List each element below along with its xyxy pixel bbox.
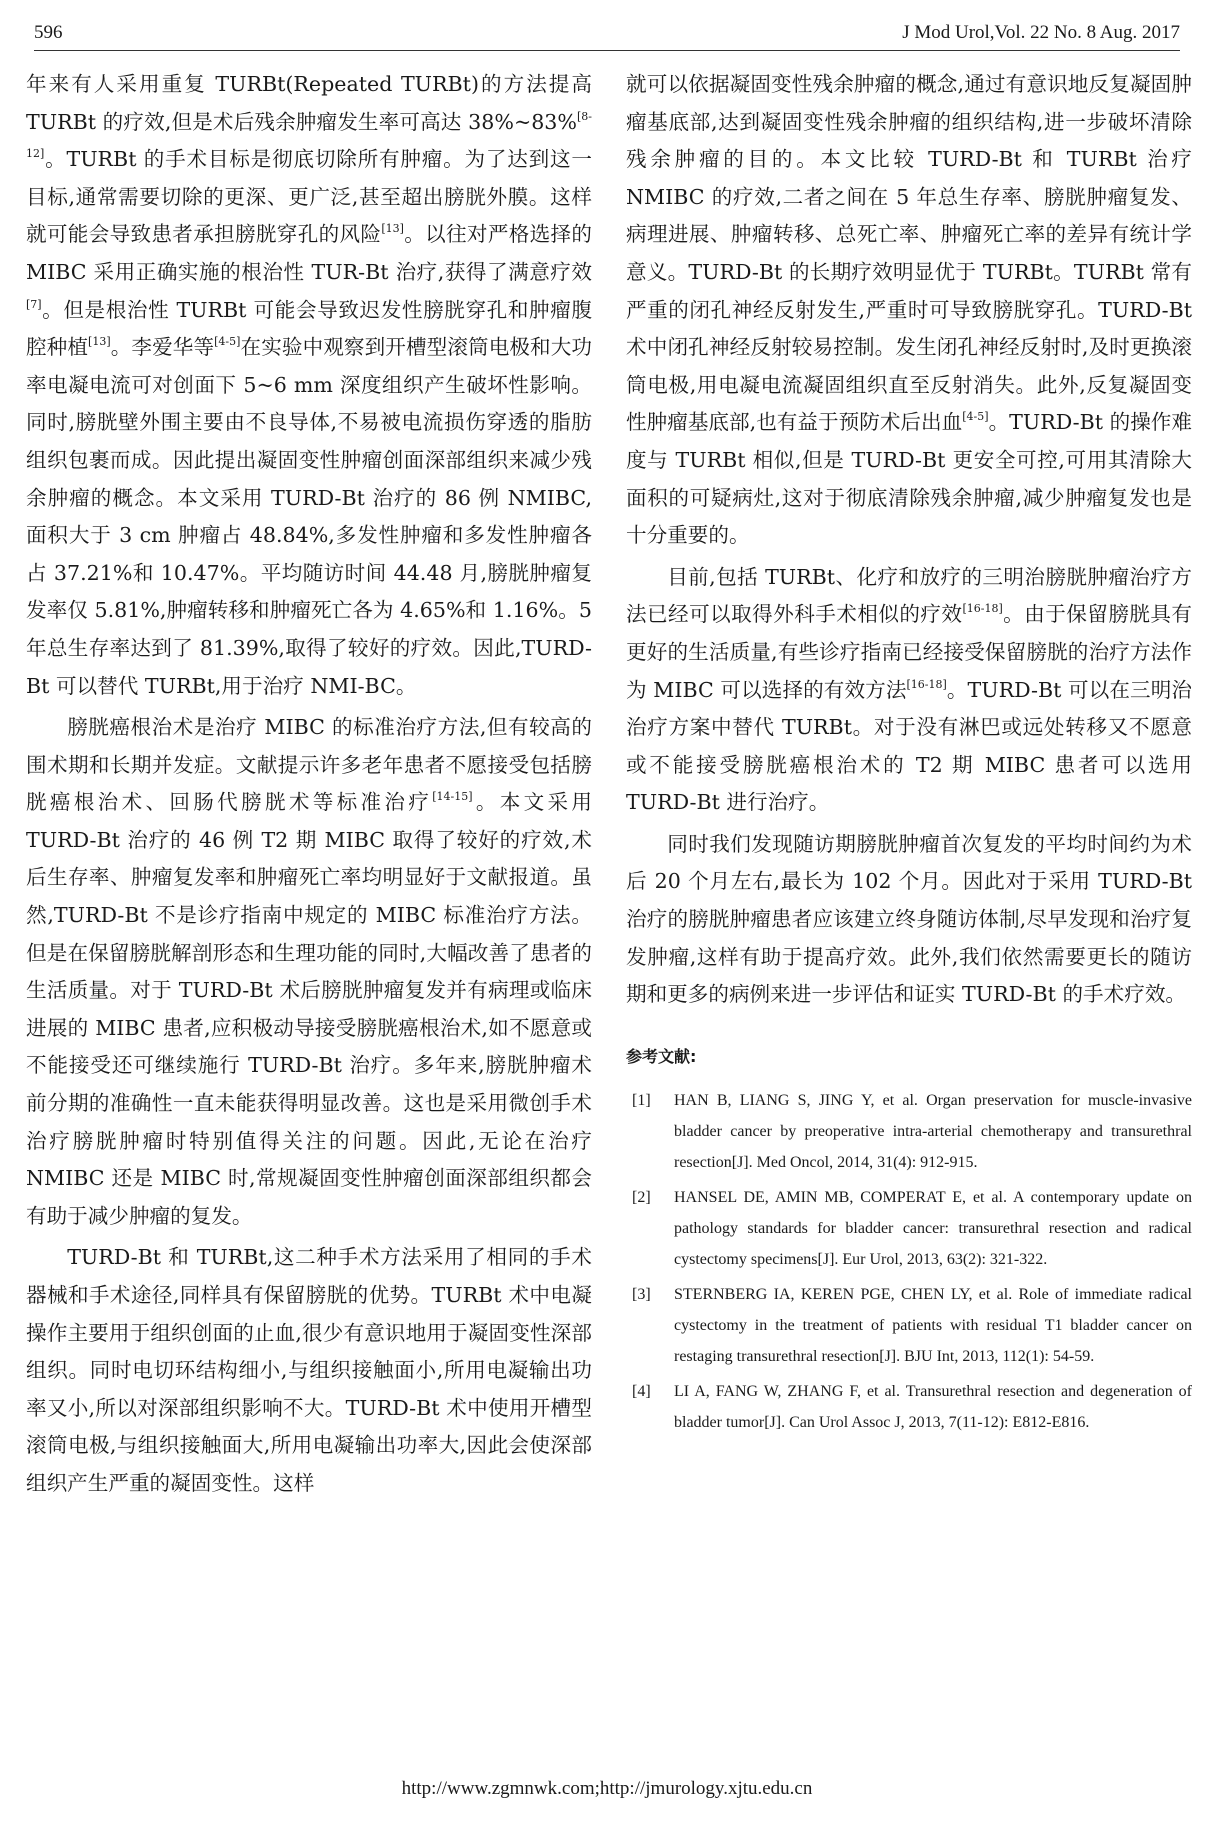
text-run: 同时我们发现随访期膀胱肿瘤首次复发的平均时间约为术后 20 个月左右,最长为 102 个月。因此对于采用 TURD-Bt 治疗的膀胱肿瘤患者应该建立终身随访体制,尽早发现和治疗复发肿瘤,这样有助于提高疗效。此外,我们依然需要更长的随访期和更多的病例来进一步评估和证实 TURD-Bt 的手术疗效。 xyxy=(626,831,1192,1007)
right-paragraph-3 xyxy=(626,826,1192,1014)
citation-ref: [14-15] xyxy=(432,790,473,804)
text-run: 。但是根治性 TURBt 可能会导致迟发性膀胱穿孔和肿瘤腹腔种植 xyxy=(26,297,592,360)
left-paragraph-2 xyxy=(26,709,592,1235)
page-number: 596 xyxy=(34,22,63,43)
right-column xyxy=(626,66,1192,1442)
text-run: 就可以依据凝固变性残余肿瘤的概念,通过有意识地反复凝固肿瘤基底部,达到凝固变性残余肿瘤的组织结构,进一步破坏清除残余肿瘤的目的。本文比较 TURD-Bt 和 TURBt 治疗 NMIBC 的疗效,二者之间在 5 年总生存率、膀胱肿瘤复发、病理进展、肿瘤转移、总死亡率、肿瘤死亡率的差异有统计学意义。TURD-Bt 的长期疗效明显优于 TURBt。TURBt 常有严重的闭孔神经反射发生,严重时可导致膀胱穿孔。TURD-Bt 术中闭孔神经反射较易控制。发生闭孔神经反射时,及时更换滚筒电极,用电凝电流凝固组织直至反射消失。此外,反复凝固变性肿瘤基底部,也有益于预防术后出血 xyxy=(626,72,1192,435)
text-run: 。由于保留膀胱具有更好的生活质量,有些诊疗指南已经接受保留膀胱的治疗方法作为 MIBC 可以选择的有效方法 xyxy=(626,602,1193,702)
text-run: 。TURBt 的手术目标是彻底切除所有肿瘤。为了达到这一目标,通常需要切除的更深、更广泛,甚至超出膀胱外膜。这样就可能会导致患者承担膀胱穿孔的风险 xyxy=(26,147,592,247)
reference-number: [4] xyxy=(632,1382,651,1400)
reference-text: HANSEL DE, AMIN MB, COMPERAT E, et al. A contemporary update on pathology standards for bladder cancer: transurethral resection and radical cystectomy specimens[J]. Eur Urol, 2013, 63(2): 321-322. xyxy=(674,1188,1192,1268)
text-run: 。以往对严格选择的 MIBC 采用正确实施的根治性 TUR-Bt 治疗,获得了满意疗效 xyxy=(26,222,593,284)
text-run: 在实验中观察到开槽型滚筒电极和大功率电凝电流可对创面下 5~6 mm 深度组织产生破坏性影响。同时,膀胱壁外围主要由不良导体,不易被电流损伤穿透的脂肪组织包裹而成。因此提出凝固变性肿瘤创面深部组织来减少残余肿瘤的概念。本文采用 TURD-Bt 治疗的 86 例 NMIBC,面积大于 3 cm 肿瘤占 48.84%,多发性肿瘤和多发性肿瘤各占 37.21%和 10.47%。平均随访时间 44.48 月,膀胱肿瘤复发率仅 5.81%,肿瘤转移和肿瘤死亡各为 4.65%和 1.16%。5 年总生存率达到了 81.39%,取得了较好的疗效。因此,TURD-Bt 可以替代 TURBt,用于治疗 NMI-BC。 xyxy=(26,335,593,698)
journal-info: J Mod Urol,Vol. 22 No. 8 Aug. 2017 xyxy=(902,22,1180,43)
reference-number: [1] xyxy=(632,1091,651,1109)
left-paragraph-1 xyxy=(26,66,592,705)
text-run: 年来有人采用重复 TURBt(Repeated TURBt)的方法提高 TURBt 的疗效,但是术后残余肿瘤发生率可高达 38%~83% xyxy=(26,72,592,134)
reference-text: LI A, FANG W, ZHANG F, et al. Transurethral resection and degeneration of bladder tumor[J]. Can Urol Assoc J, 2013, 7(11-12): E812-E816. xyxy=(674,1382,1192,1431)
text-run: 。TURD-Bt 可以在三明治治疗方案中替代 TURBt。对于没有淋巴或远处转移又不愿意或不能接受膀胱癌根治术的 T2 期 MIBC 患者可以选用 TURD-Bt 进行治疗。 xyxy=(626,677,1193,815)
right-paragraph-2 xyxy=(626,559,1192,822)
reference-number: [3] xyxy=(632,1285,651,1303)
reference-entry xyxy=(626,1279,1192,1372)
text-run: 。李爱华等 xyxy=(110,335,215,360)
footer-urls: http://www.zgmnwk.com;http://jmurology.xjtu.edu.cn xyxy=(401,1778,813,1799)
text-run: 膀胱癌根治术是治疗 MIBC 的标准治疗方法,但有较高的围术期和长期并发症。文献提示许多老年患者不愿接受包括膀胱癌根治术、回肠代膀胱术等标准治疗 xyxy=(26,715,592,815)
reference-entry xyxy=(626,1182,1192,1275)
running-header xyxy=(34,18,1180,51)
reference-text: HAN B, LIANG S, JING Y, et al. Organ preservation for muscle-invasive bladder cancer by preoperative intra-arterial chemotherapy and transurethral resection[J]. Med Oncol, 2014, 31(4): 912-915. xyxy=(674,1091,1192,1171)
citation-ref: [7] xyxy=(26,297,42,311)
reference-entry xyxy=(626,1085,1192,1178)
citation-ref: [13] xyxy=(88,335,111,349)
text-run: 。本文采用 TURD-Bt 治疗的 46 例 T2 期 MIBC 取得了较好的疗效,术后生存率、肿瘤复发率和肿瘤死亡率均明显好于文献报道。虽然,TURD-Bt 不是诊疗指南中规定的 MIBC 标准治疗方法。但是在保留膀胱解剖形态和生理功能的同时,大幅改善了患者的生活质量。对于 TURD-Bt 术后膀胱肿瘤复发并有病理或临床进展的 MIBC 患者,应积极动导接受膀胱癌根治术,如不愿意或不能接受还可继续施行 TURD-Bt 治疗。多年来,膀胱肿瘤术前分期的准确性一直未能获得明显改善。这也是采用微创手术治疗膀胱肿瘤时特别值得关注的问题。因此,无论在治疗 NMIBC 还是 MIBC 时,常规凝固变性肿瘤创面深部组织都会有助于减少肿瘤的复发。 xyxy=(26,790,593,1228)
citation-ref: [4-5] xyxy=(962,410,989,424)
citation-ref: [16-18] xyxy=(906,677,947,691)
references-heading: 参考文献: xyxy=(626,1046,697,1066)
right-paragraph-1 xyxy=(626,66,1192,555)
citation-ref: [4-5] xyxy=(214,335,241,349)
text-run: TURD-Bt 和 TURBt,这二种手术方法采用了相同的手术器械和手术途径,同样具有保留膀胱的优势。TURBt 术中电凝操作主要用于组织创面的止血,很少有意识地用于凝固变性深部组织。同时电切环结构细小,与组织接触面小,所用电凝输出功率又小,所以对深部组织影响不大。TURD-Bt 术中使用开槽型滚筒电极,与组织接触面大,所用电凝输出功率大,因此会使深部组织产生严重的凝固变性。这样 xyxy=(26,1245,592,1495)
reference-entry xyxy=(626,1376,1192,1438)
text-run: 目前,包括 TURBt、化疗和放疗的三明治膀胱肿瘤治疗方法已经可以取得外科手术相似的疗效 xyxy=(626,564,1192,627)
left-column xyxy=(26,66,592,1503)
text-run: 。TURD-Bt 的操作难度与 TURBt 相似,但是 TURD-Bt 更安全可控,可用其清除大面积的可疑病灶,这对于彻底清除残余肿瘤,减少肿瘤复发也是十分重要的。 xyxy=(626,410,1193,548)
left-paragraph-3 xyxy=(26,1239,592,1502)
reference-text: STERNBERG IA, KEREN PGE, CHEN LY, et al. Role of immediate radical cystectomy in the treatment of patients with residual T1 bladder cancer on restaging transurethral resection[J]. BJU Int, 2013, 112(1): 54-59. xyxy=(674,1285,1192,1365)
citation-ref: [13] xyxy=(381,222,404,236)
reference-number: [2] xyxy=(632,1188,651,1206)
citation-ref: [8-12] xyxy=(26,109,592,161)
citation-ref: [16-18] xyxy=(962,602,1003,616)
